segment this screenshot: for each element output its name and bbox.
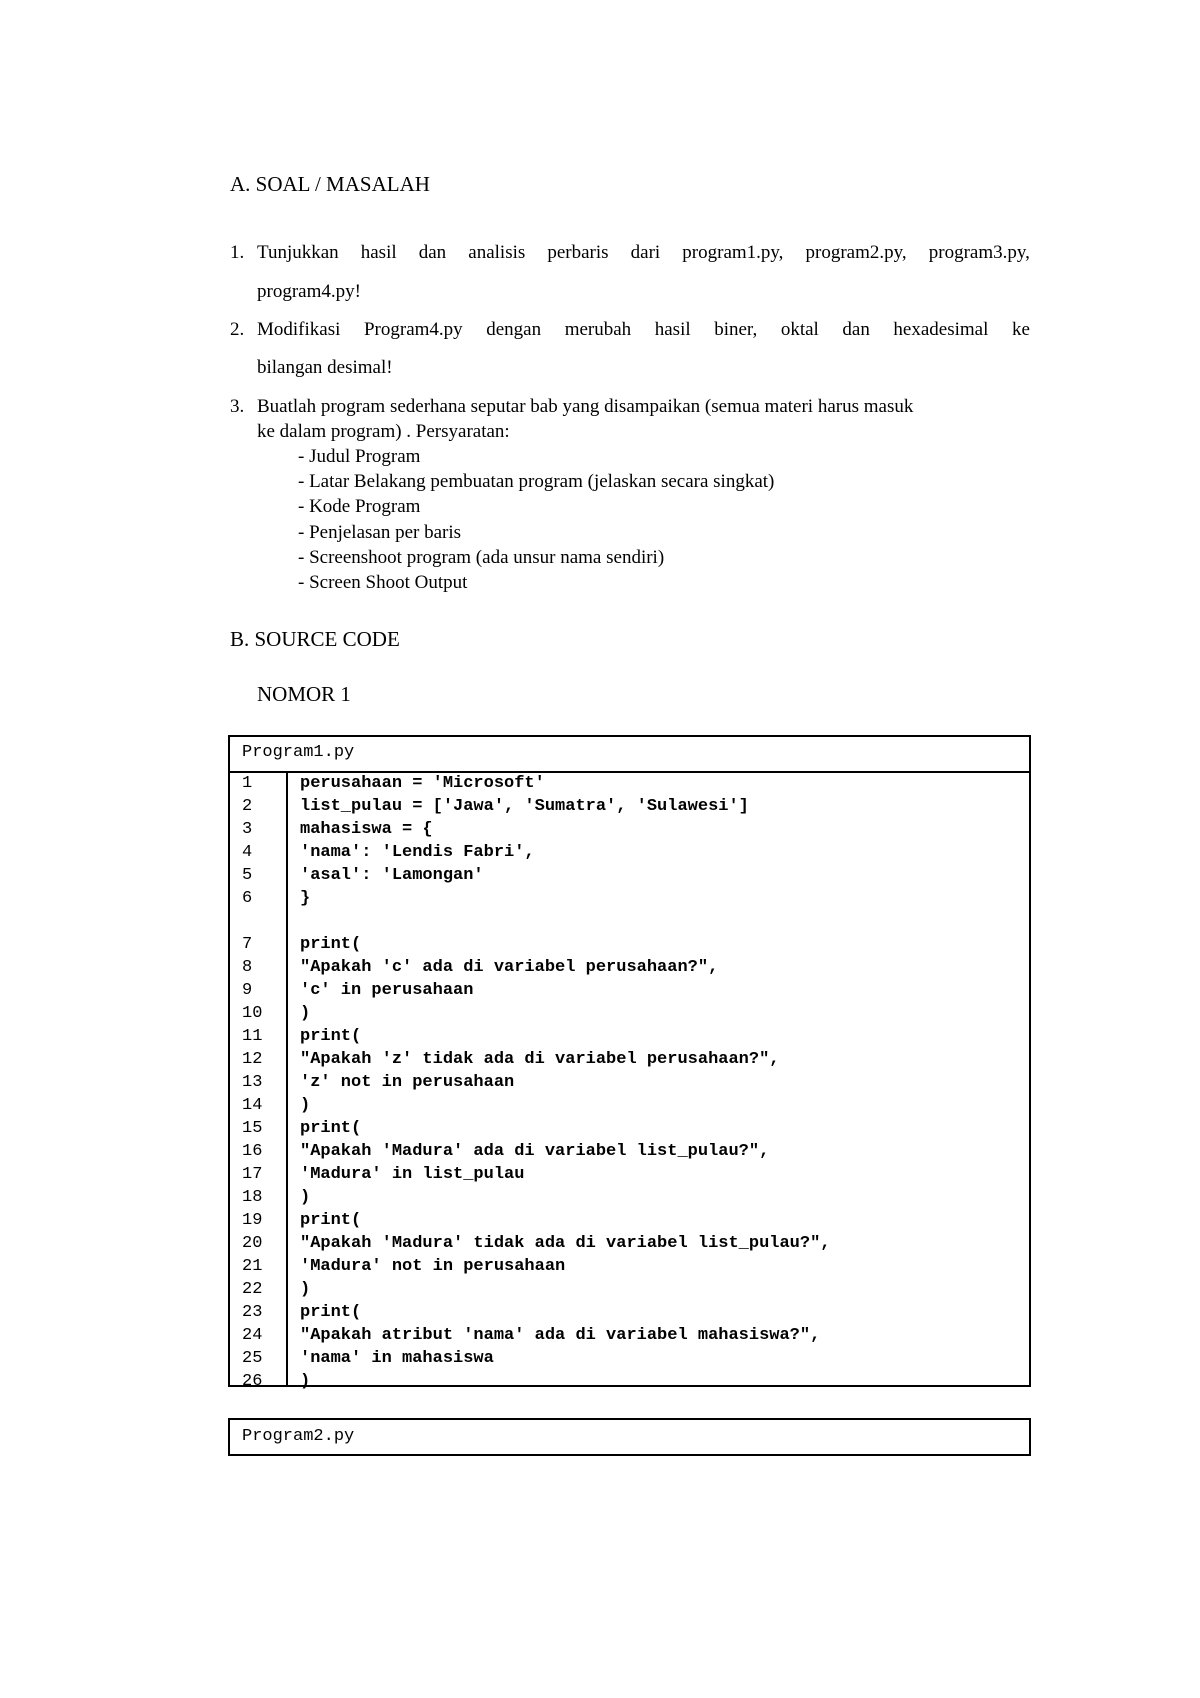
line-number: 21 <box>242 1257 263 1276</box>
subsection-heading: NOMOR 1 <box>257 682 351 706</box>
code-line: 'asal': 'Lamongan' <box>300 866 484 885</box>
line-number: 18 <box>242 1188 263 1207</box>
program1-code-table <box>228 735 1031 1391</box>
code-line: print( <box>300 1119 362 1138</box>
word: dari <box>630 242 661 263</box>
line-number: 5 <box>242 866 253 885</box>
word: program1.py, <box>682 242 784 263</box>
line-number: 13 <box>242 1073 263 1092</box>
question-text-line <box>257 319 1030 341</box>
code-line: print( <box>300 1211 362 1230</box>
code-line: 'Madura' not in perusahaan <box>300 1257 566 1276</box>
word: Program4.py <box>363 319 463 340</box>
word: hexadesimal <box>893 319 989 340</box>
word: merubah <box>564 319 632 340</box>
line-number: 8 <box>242 958 253 977</box>
word: Modifikasi <box>257 319 341 340</box>
word: perbaris <box>547 242 609 263</box>
line-number: 17 <box>242 1165 263 1184</box>
requirement-item: - Judul Program <box>298 446 421 467</box>
word: dengan <box>486 319 542 340</box>
word: hasil <box>360 242 397 263</box>
line-number: 11 <box>242 1027 263 1046</box>
line-number: 23 <box>242 1303 263 1322</box>
line-number: 26 <box>242 1372 263 1391</box>
line-number: 19 <box>242 1211 263 1230</box>
code-line: "Apakah 'z' tidak ada di variabel perusahaan?", <box>300 1050 780 1069</box>
code-table-title: Program2.py <box>242 1427 355 1446</box>
word: dan <box>418 242 447 263</box>
question-text-line: program4.py! <box>257 281 361 302</box>
section-a-heading: A. SOAL / MASALAH <box>230 172 430 196</box>
line-number: 16 <box>242 1142 263 1161</box>
line-number: 10 <box>242 1004 263 1023</box>
code-line: 'Madura' in list_pulau <box>300 1165 525 1184</box>
code-line: 'z' not in perusahaan <box>300 1073 515 1092</box>
requirement-item: - Latar Belakang pembuatan program (jelaskan secara singkat) <box>298 471 775 492</box>
code-line: perusahaan = 'Microsoft' <box>300 774 545 793</box>
table-divider <box>230 771 1029 773</box>
code-line: 'c' in perusahaan <box>300 981 474 1000</box>
line-number: 14 <box>242 1096 263 1115</box>
question-number: 1. <box>230 242 245 263</box>
question-text-line: bilangan desimal! <box>257 357 393 378</box>
code-line: 'nama' in mahasiswa <box>300 1349 494 1368</box>
line-number: 6 <box>242 889 253 908</box>
program2-code-table <box>228 1418 1031 1456</box>
word: program3.py, <box>928 242 1030 263</box>
code-line: ) <box>300 1096 311 1115</box>
requirement-item: - Screenshoot program (ada unsur nama sendiri) <box>298 547 665 568</box>
line-number: 2 <box>242 797 253 816</box>
question-text-line: ke dalam program) . Persyaratan: <box>257 421 510 442</box>
requirement-item: - Kode Program <box>298 496 421 517</box>
line-number: 1 <box>242 774 253 793</box>
section-b-heading: B. SOURCE CODE <box>230 627 400 651</box>
code-line: } <box>300 889 311 908</box>
line-number: 22 <box>242 1280 263 1299</box>
line-number: 7 <box>242 935 253 954</box>
word: biner, <box>714 319 758 340</box>
line-number: 9 <box>242 981 253 1000</box>
word: ke <box>1011 319 1030 340</box>
question-text-line <box>257 242 1030 264</box>
word: program2.py, <box>805 242 907 263</box>
line-number: 3 <box>242 820 253 839</box>
line-number-divider <box>286 771 288 1385</box>
word: oktal <box>780 319 819 340</box>
question-text-line: Buatlah program sederhana seputar bab yang disampaikan (semua materi harus masuk <box>257 396 914 417</box>
requirement-item: - Screen Shoot Output <box>298 572 468 593</box>
code-line: mahasiswa = { <box>300 820 433 839</box>
code-line: ) <box>300 1004 311 1023</box>
code-line: print( <box>300 1303 362 1322</box>
question-number: 2. <box>230 319 245 340</box>
line-number: 15 <box>242 1119 263 1138</box>
line-number: 12 <box>242 1050 263 1069</box>
word: analisis <box>468 242 526 263</box>
code-line: print( <box>300 935 362 954</box>
line-number: 4 <box>242 843 253 862</box>
code-line: "Apakah 'Madura' ada di variabel list_pulau?", <box>300 1142 770 1161</box>
code-table-title: Program1.py <box>242 743 355 762</box>
line-number: 24 <box>242 1326 263 1345</box>
word: dan <box>842 319 870 340</box>
code-line: 'nama': 'Lendis Fabri', <box>300 843 535 862</box>
code-line: "Apakah 'c' ada di variabel perusahaan?", <box>300 958 719 977</box>
code-line: "Apakah 'Madura' tidak ada di variabel list_pulau?", <box>300 1234 831 1253</box>
code-line: ) <box>300 1280 311 1299</box>
requirement-item: - Penjelasan per baris <box>298 522 462 543</box>
code-line: list_pulau = ['Jawa', 'Sumatra', 'Sulawesi'] <box>300 797 749 816</box>
question-number: 3. <box>230 396 245 417</box>
code-line: ) <box>300 1372 311 1391</box>
code-line: "Apakah atribut 'nama' ada di variabel mahasiswa?", <box>300 1326 821 1345</box>
line-number: 25 <box>242 1349 263 1368</box>
word: Tunjukkan <box>257 242 339 263</box>
code-line: ) <box>300 1188 311 1207</box>
code-line: print( <box>300 1027 362 1046</box>
line-number: 20 <box>242 1234 263 1253</box>
word: hasil <box>654 319 691 340</box>
